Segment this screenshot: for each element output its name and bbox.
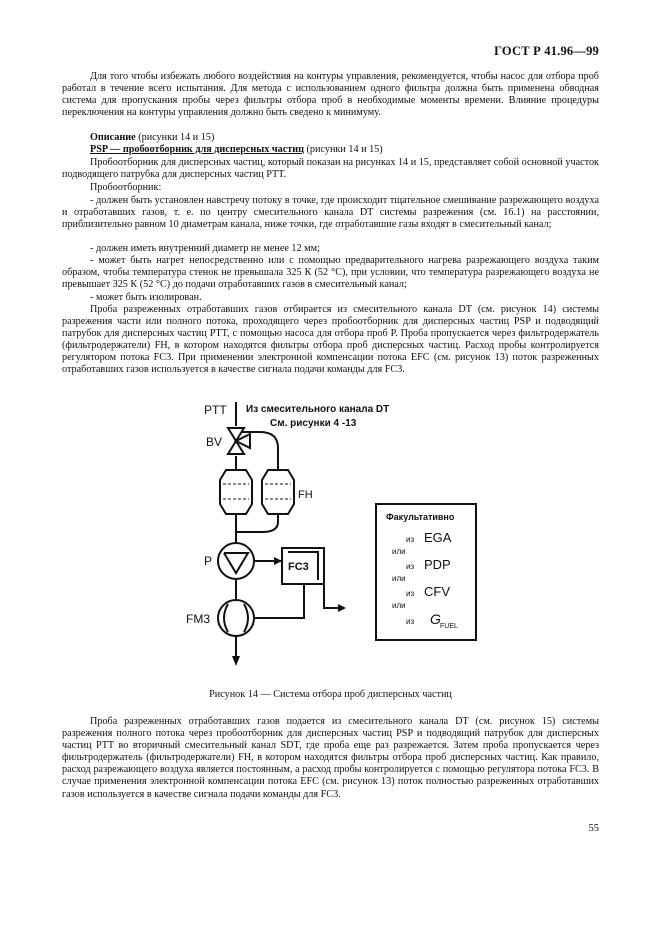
paragraph-probe-intro: Пробоотборник для дисперсных частиц, который показан на рисунках 14 и 15, представляет собой основной участок подводящего патрубка для дисперсных частиц PTT. [62, 157, 599, 181]
label-fm3: FM3 [186, 612, 210, 626]
optional-from-4: из [406, 617, 415, 626]
fc3-outlet-line [324, 582, 341, 608]
optional-or-3: или [392, 601, 406, 610]
pump-triangle [224, 553, 248, 573]
paragraph-sampling-fig15: Проба разреженных отработавших газов подается из смесительного канала DT (см. рисунок 15) системы разрежения полного потока через пробоотборник для дисперсных частиц PSP и подводящий патрубок для дисперсных частиц PTT во вторичный смесительный канал SDT, где проба еще раз разрежается. Затем проба пропускается через фильтродержатель (фильтродержатели) FH, в котором находятся фильтры отбора проб дисперсных частиц. Как правило, расход разрежающего воздуха является постоянным, а расход пробы контролируется с помощью регулятора потока FC3. В случае применения электронной компенсации потока EFC (см. рисунок 13) поток полностью разреженных отработавших газов используется в качестве сигнала подачи команды для FC3. [62, 716, 599, 800]
optional-g-sub: FUEL [440, 623, 458, 630]
list-item-insulation: - может быть изолирован. [90, 292, 202, 303]
description-ref: (рисунки 14 и 15) [135, 132, 215, 143]
fm3-to-fc3-line [254, 584, 304, 618]
page-number: 55 [588, 823, 599, 834]
paragraph-sampling-fig14: Проба разреженных отработавших газов отбирается из смесительного канала DT (см. рисунок 14) системы разрежения части или полного потока, проходящего через пробоотборник для дисперсных частиц PSP и подводящий патрубок для дисперсных частиц PTT, с помощью насоса для отбора проб P. Проба пропускается через фильтродержатель (фильтродержатели) FH, в котором находятся фильтры отбора проб дисперсных частиц. Расход пробы контролируется регулятором потока FC3. При применении электронной компенсации потока EFC (см. рисунок 13) поток разреженных отработавших газов используется в качестве сигнала подачи команды для FC3. [62, 304, 599, 376]
label-fh: FH [298, 489, 313, 501]
optional-or-1: или [392, 547, 406, 556]
pump-arrow-icon [274, 557, 282, 565]
psp-label: PSP — пробоотборник для дисперсных частиц [90, 144, 304, 155]
paragraph-probe-label: Пробоотборник: [90, 182, 162, 193]
optional-cfv: CFV [424, 584, 450, 599]
list-item-diameter: - должен иметь внутренний диаметр не менее 12 мм; [90, 243, 320, 254]
outlet-arrow-icon [232, 656, 240, 666]
filter-holder-2 [262, 470, 294, 514]
paragraph-pump-operation: Для того чтобы избежать любого воздействия на контуры управления, рекомендуется, чтобы насос для отбора проб работал в течение всего испытания. Для метода с использованием одного фильтра должна быть применена обводная система для пропускания пробы через фильтры отбора проб в необходимые моменты времени. Влияние процедуры переключения на контуры управления должно быть сведено к минимуму. [62, 71, 599, 119]
standard-code: ГОСТ Р 41.96—99 [494, 44, 599, 58]
label-bv: BV [206, 435, 223, 449]
label-p: P [204, 554, 213, 568]
optional-or-2: или [392, 574, 406, 583]
optional-pdp: PDP [424, 557, 451, 572]
description-label: Описание [90, 132, 136, 143]
figure-caption: Рисунок 14 — Система отбора проб дисперсных частиц [209, 689, 452, 700]
optional-g: G [430, 611, 441, 627]
label-source-line2: См. рисунки 4 -13 [270, 418, 357, 429]
optional-ega: EGA [424, 530, 452, 545]
label-source-line1: Из смесительного канала DT [246, 404, 390, 415]
optional-from-2: из [406, 562, 415, 571]
label-fc3: FC3 [288, 561, 309, 573]
list-item-installation: - должен быть установлен навстречу потоку в точке, где происходит тщательное смешивание разрежающего воздуха и отработавших газов, т. е. по центру смесительного канала DT системы разрежения (см. 16.1) на расстоянии, приблизительно равном 10 диаметрам канала, ниже точки, где отработавшие газы входят в смесительный канал; [62, 195, 599, 231]
fm3-arc-right [244, 604, 248, 632]
optional-from-3: из [406, 589, 415, 598]
particulate-sampling-diagram [186, 398, 486, 670]
filter-holder-1 [220, 470, 252, 514]
label-ptt: PTT [204, 403, 227, 417]
psp-heading [62, 144, 599, 156]
list-item-heating: - может быть нагрет непосредственно или с помощью предварительного нагрева разрежающего воздуха таким образом, чтобы температура стенок не превышала 325 К (52 °С), при условии, что температура разрежающего воздуха не превышает 325 К (52 °С) до подачи отработавших газов в смесительный канал; [62, 255, 599, 291]
fc3-outlet-arrow-icon [338, 604, 346, 612]
description-heading [62, 132, 599, 144]
psp-ref: (рисунки 14 и 15) [303, 144, 383, 155]
optional-title: Факультативно [386, 512, 455, 522]
optional-box [376, 504, 476, 640]
filter2-merge-line [236, 514, 278, 532]
optional-from-1: из [406, 535, 415, 544]
fm3-arc-left [224, 604, 228, 632]
